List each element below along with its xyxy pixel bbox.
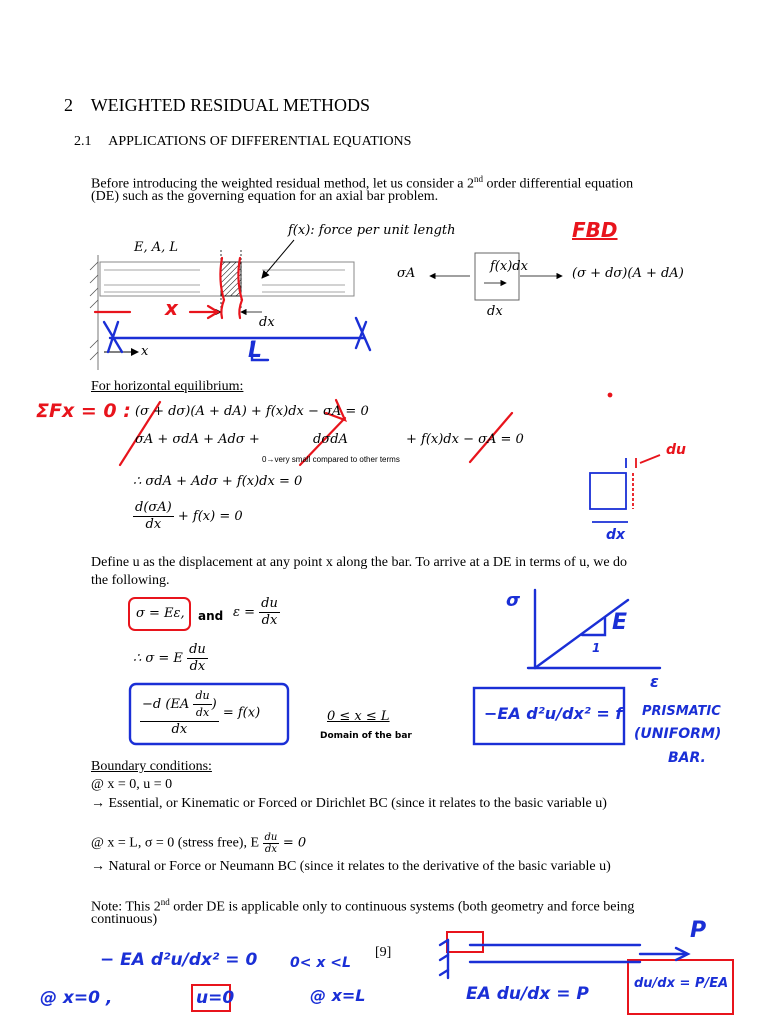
intro-sup: nd	[473, 174, 483, 184]
and-word: and	[198, 609, 224, 623]
note-line-2: continuous)	[91, 912, 158, 927]
stress-numerator: du	[189, 642, 206, 657]
subsection-number: 2.1	[74, 134, 92, 149]
bottom-p-note: P	[690, 918, 707, 943]
prismatic-note: PRISMATIC	[642, 704, 721, 719]
fbd-right-force: (σ + dσ)(A + dA)	[572, 266, 684, 281]
x-distance-note: x	[165, 296, 178, 320]
stress-in-u	[133, 642, 208, 675]
eq4-rest: + f(x) = 0	[177, 509, 243, 524]
dx-label: dx	[259, 315, 275, 330]
bc-1: @ x = 0, u = 0	[91, 777, 173, 792]
define-line-2: the following.	[91, 573, 170, 588]
force-label-text: f(x): force per unit length	[288, 223, 456, 238]
eps-numerator: du	[261, 596, 278, 611]
intro-text: Before introducing the weighted residual method, let us consider a 2	[91, 176, 474, 192]
bottom-eadu-note: EA du/dx = P	[466, 984, 589, 1004]
fbd-left-force: σA	[397, 266, 416, 281]
governing-de: −d (EA $\frac{du}{dx}$ ) dx = f(x)	[142, 689, 261, 737]
bc-2	[91, 832, 306, 855]
bottom-u0-note: u=0	[196, 988, 235, 1008]
force-label	[288, 222, 456, 240]
equation-2c: + f(x)dx − σA = 0	[406, 432, 524, 447]
eq4-denominator: dx	[145, 517, 162, 532]
bottom-final-note: du/dx = P/EA	[634, 976, 729, 991]
intro-text-post: order differential equation	[482, 176, 634, 192]
subsection-title: APPLICATIONS OF DIFFERENTIAL EQUATIONS	[108, 134, 412, 149]
intro-line-2: (DE) such as the governing equation for an axial bar problem.	[91, 189, 439, 204]
equation-2a: σA + σdA + Adσ +	[135, 432, 260, 447]
equation-2b: dσdA	[313, 432, 348, 447]
fbd-dx: dx	[487, 304, 503, 319]
red-box-u0	[447, 932, 483, 952]
uniform-note: (UNIFORM)	[634, 726, 722, 742]
fbd-element-force: f(x)dx	[490, 259, 528, 274]
boxed-de-note: −EA d²u/dx² = f	[484, 704, 623, 723]
page-number: [9]	[375, 945, 392, 960]
de-denominator: dx	[171, 722, 188, 737]
note-line-1	[91, 893, 634, 917]
de-rhs: = f(x)	[222, 705, 261, 721]
bc2-post: = 0	[282, 835, 307, 851]
bc2-num: du	[264, 832, 278, 843]
fbd-note: FBD	[572, 218, 618, 242]
equilibrium-heading: For horizontal equilibrium:	[91, 379, 244, 394]
note-text: Note: This 2	[91, 899, 161, 915]
force-pointer	[262, 240, 294, 278]
note-sup: nd	[160, 897, 170, 907]
define-line-1: Define u as the displacement at any point x along the bar. To arrive at a DE in terms of u, we do	[91, 555, 628, 570]
modulus-note: E	[612, 610, 628, 635]
eq4-numerator: d(σA)	[135, 500, 172, 515]
note-text-post: order DE is applicable only to continuous systems (both geometry and force being	[169, 899, 635, 915]
length-note: L	[248, 338, 263, 363]
bc2-pre: @ x = L, σ = 0 (stress free), E	[91, 835, 260, 851]
therefore-lhs: ∴ σ = E	[133, 651, 183, 666]
sigma-axis-note: σ	[506, 590, 521, 611]
bottom-bc0-note: @ x=0 ,	[40, 988, 113, 1008]
bc-1-description: → Essential, or Kinematic or Forced or Dirichlet BC (since it relates to the basic variable u)	[91, 796, 607, 811]
de-inner-den: dx	[195, 706, 210, 719]
equation-1: (σ + dσ)(A + dA) + f(x)dx − σA = 0	[135, 404, 369, 419]
strain-definition	[233, 596, 280, 629]
dx-hand-note: dx	[606, 527, 626, 543]
domain-label: Domain of the bar	[320, 731, 412, 741]
section-number: 2	[64, 95, 73, 115]
sum-fx-note: ΣFx = 0 :	[36, 400, 131, 422]
eps-denominator: dx	[261, 613, 278, 628]
epsilon-axis-note: ε	[650, 672, 659, 691]
de-inner-num: du	[193, 688, 211, 705]
negligible-note: 0→very small compared to other terms	[262, 455, 400, 464]
de-minus-d: −d	[142, 697, 162, 712]
stress-denominator: dx	[189, 659, 206, 674]
domain-equation: 0 ≤ x ≤ L	[327, 709, 390, 724]
de-ea: EA	[170, 697, 190, 712]
eps-lhs: ε =	[233, 605, 256, 620]
du-sketch	[590, 455, 660, 522]
equation-3: ∴ σdA + Adσ + f(x)dx = 0	[133, 474, 303, 489]
bottom-de-note: − EA d²u/dx² = 0	[100, 950, 258, 970]
bottom-bcL-note: @ x=L	[310, 986, 366, 1005]
bottom-range-note: 0< x <L	[290, 955, 351, 971]
hookes-law: σ = Eε,	[136, 606, 185, 621]
bar-properties: E, A, L	[134, 240, 179, 255]
x-axis-label: x	[141, 344, 149, 359]
unit-slope-note: 1	[592, 641, 601, 655]
bc-heading: Boundary conditions:	[91, 759, 212, 774]
section-title: WEIGHTED RESIDUAL METHODS	[90, 95, 370, 115]
bc-2-description: → Natural or Force or Neumann BC (since it relates to the derivative of the basic variable u)	[91, 859, 611, 874]
bar-note: BAR.	[668, 750, 706, 766]
bc2-den: dx	[264, 844, 277, 855]
equation-4	[133, 500, 243, 533]
du-note: du	[666, 442, 686, 458]
